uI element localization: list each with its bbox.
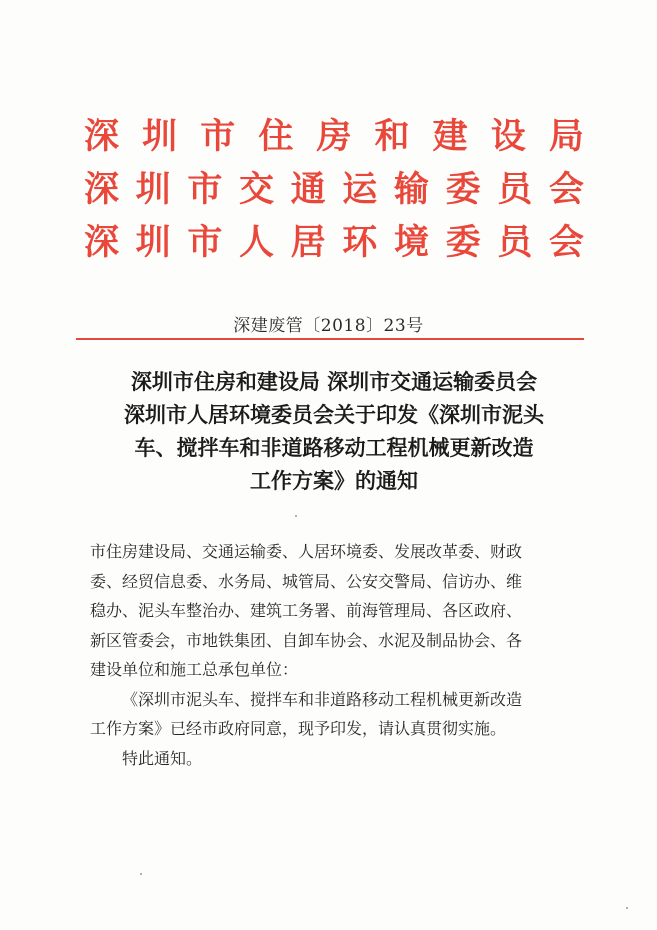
- issuer-char: 市: [200, 116, 236, 157]
- recipients-line: 新区管委会，市地铁集团、自卸车协会、水泥及制品协会、各: [90, 630, 523, 650]
- issuer-line-1: [84, 118, 584, 171]
- title-line: 深圳市人居环境委员会关于印发《深圳市泥头: [124, 403, 544, 427]
- issuer-char: 市: [187, 222, 223, 263]
- issuer-char: 住: [258, 116, 294, 157]
- title-line: 深圳市住房和建设局 深圳市交通运输委员会: [130, 370, 538, 394]
- issuer-char: 员: [497, 169, 533, 210]
- closing-text: 特此通知。: [122, 748, 203, 768]
- issuer-char: 员: [497, 222, 533, 263]
- red-divider-line: [76, 338, 584, 340]
- title-line: 车、搅拌车和非道路移动工程机械更新改造: [134, 436, 534, 460]
- issuer-char: 房: [316, 116, 352, 157]
- document-title: [84, 366, 584, 498]
- paragraph-line: 工作方案》已经市政府同意，现予印发，请认真贯彻实施。: [90, 719, 507, 738]
- issuer-line-3: [84, 224, 584, 277]
- issuer-char: 圳: [142, 116, 178, 157]
- document-body: [90, 537, 590, 773]
- issuer-char: 圳: [135, 222, 171, 263]
- recipients-line: 建设单位和施工总承包单位：: [90, 660, 299, 679]
- recipients-line: 委、经贸信息委、水务局、城管局、公安交警局、信访办、维: [90, 571, 523, 591]
- issuer-char: 深: [84, 116, 120, 157]
- issuer-char: 环: [342, 222, 378, 263]
- issuer-char: 局: [548, 116, 584, 157]
- issuer-char: 居: [290, 222, 326, 263]
- issuer-line-2: [84, 171, 584, 224]
- issuer-char: 设: [490, 116, 526, 157]
- title-line: 工作方案》的通知: [250, 469, 418, 493]
- issuer-char: 人: [238, 222, 274, 263]
- issuer-char: 交: [238, 169, 274, 210]
- document-number: 深建废管〔2018〕23号: [233, 316, 424, 336]
- recipients-line: 稳办、泥头车整治办、建筑工务署、前海管理局、各区政府、: [90, 601, 523, 620]
- issuer-char: 运: [342, 169, 378, 210]
- issuer-char: 委: [445, 222, 481, 263]
- scan-speck: [626, 907, 628, 909]
- issuer-char: 会: [548, 169, 584, 210]
- issuer-char: 深: [84, 222, 120, 263]
- issuer-char: 市: [187, 169, 223, 210]
- issuer-char: 会: [548, 222, 584, 263]
- issuer-block: [84, 118, 584, 277]
- issuer-char: 境: [393, 222, 429, 263]
- issuer-char: 建: [432, 116, 468, 157]
- issuer-char: 深: [84, 169, 120, 210]
- issuer-char: 委: [445, 169, 481, 210]
- issuer-char: 通: [290, 169, 326, 210]
- recipients-line: 市住房建设局、交通运输委、人居环境委、发展改革委、财政: [90, 542, 523, 561]
- issuer-char: 输: [393, 169, 429, 210]
- issuer-char: 圳: [135, 169, 171, 210]
- scan-speck: [140, 873, 142, 875]
- paragraph-line: 《深圳市泥头车、搅拌车和非道路移动工程机械更新改造: [122, 689, 523, 709]
- issuer-char: 和: [374, 116, 410, 157]
- scan-speck: [295, 515, 297, 517]
